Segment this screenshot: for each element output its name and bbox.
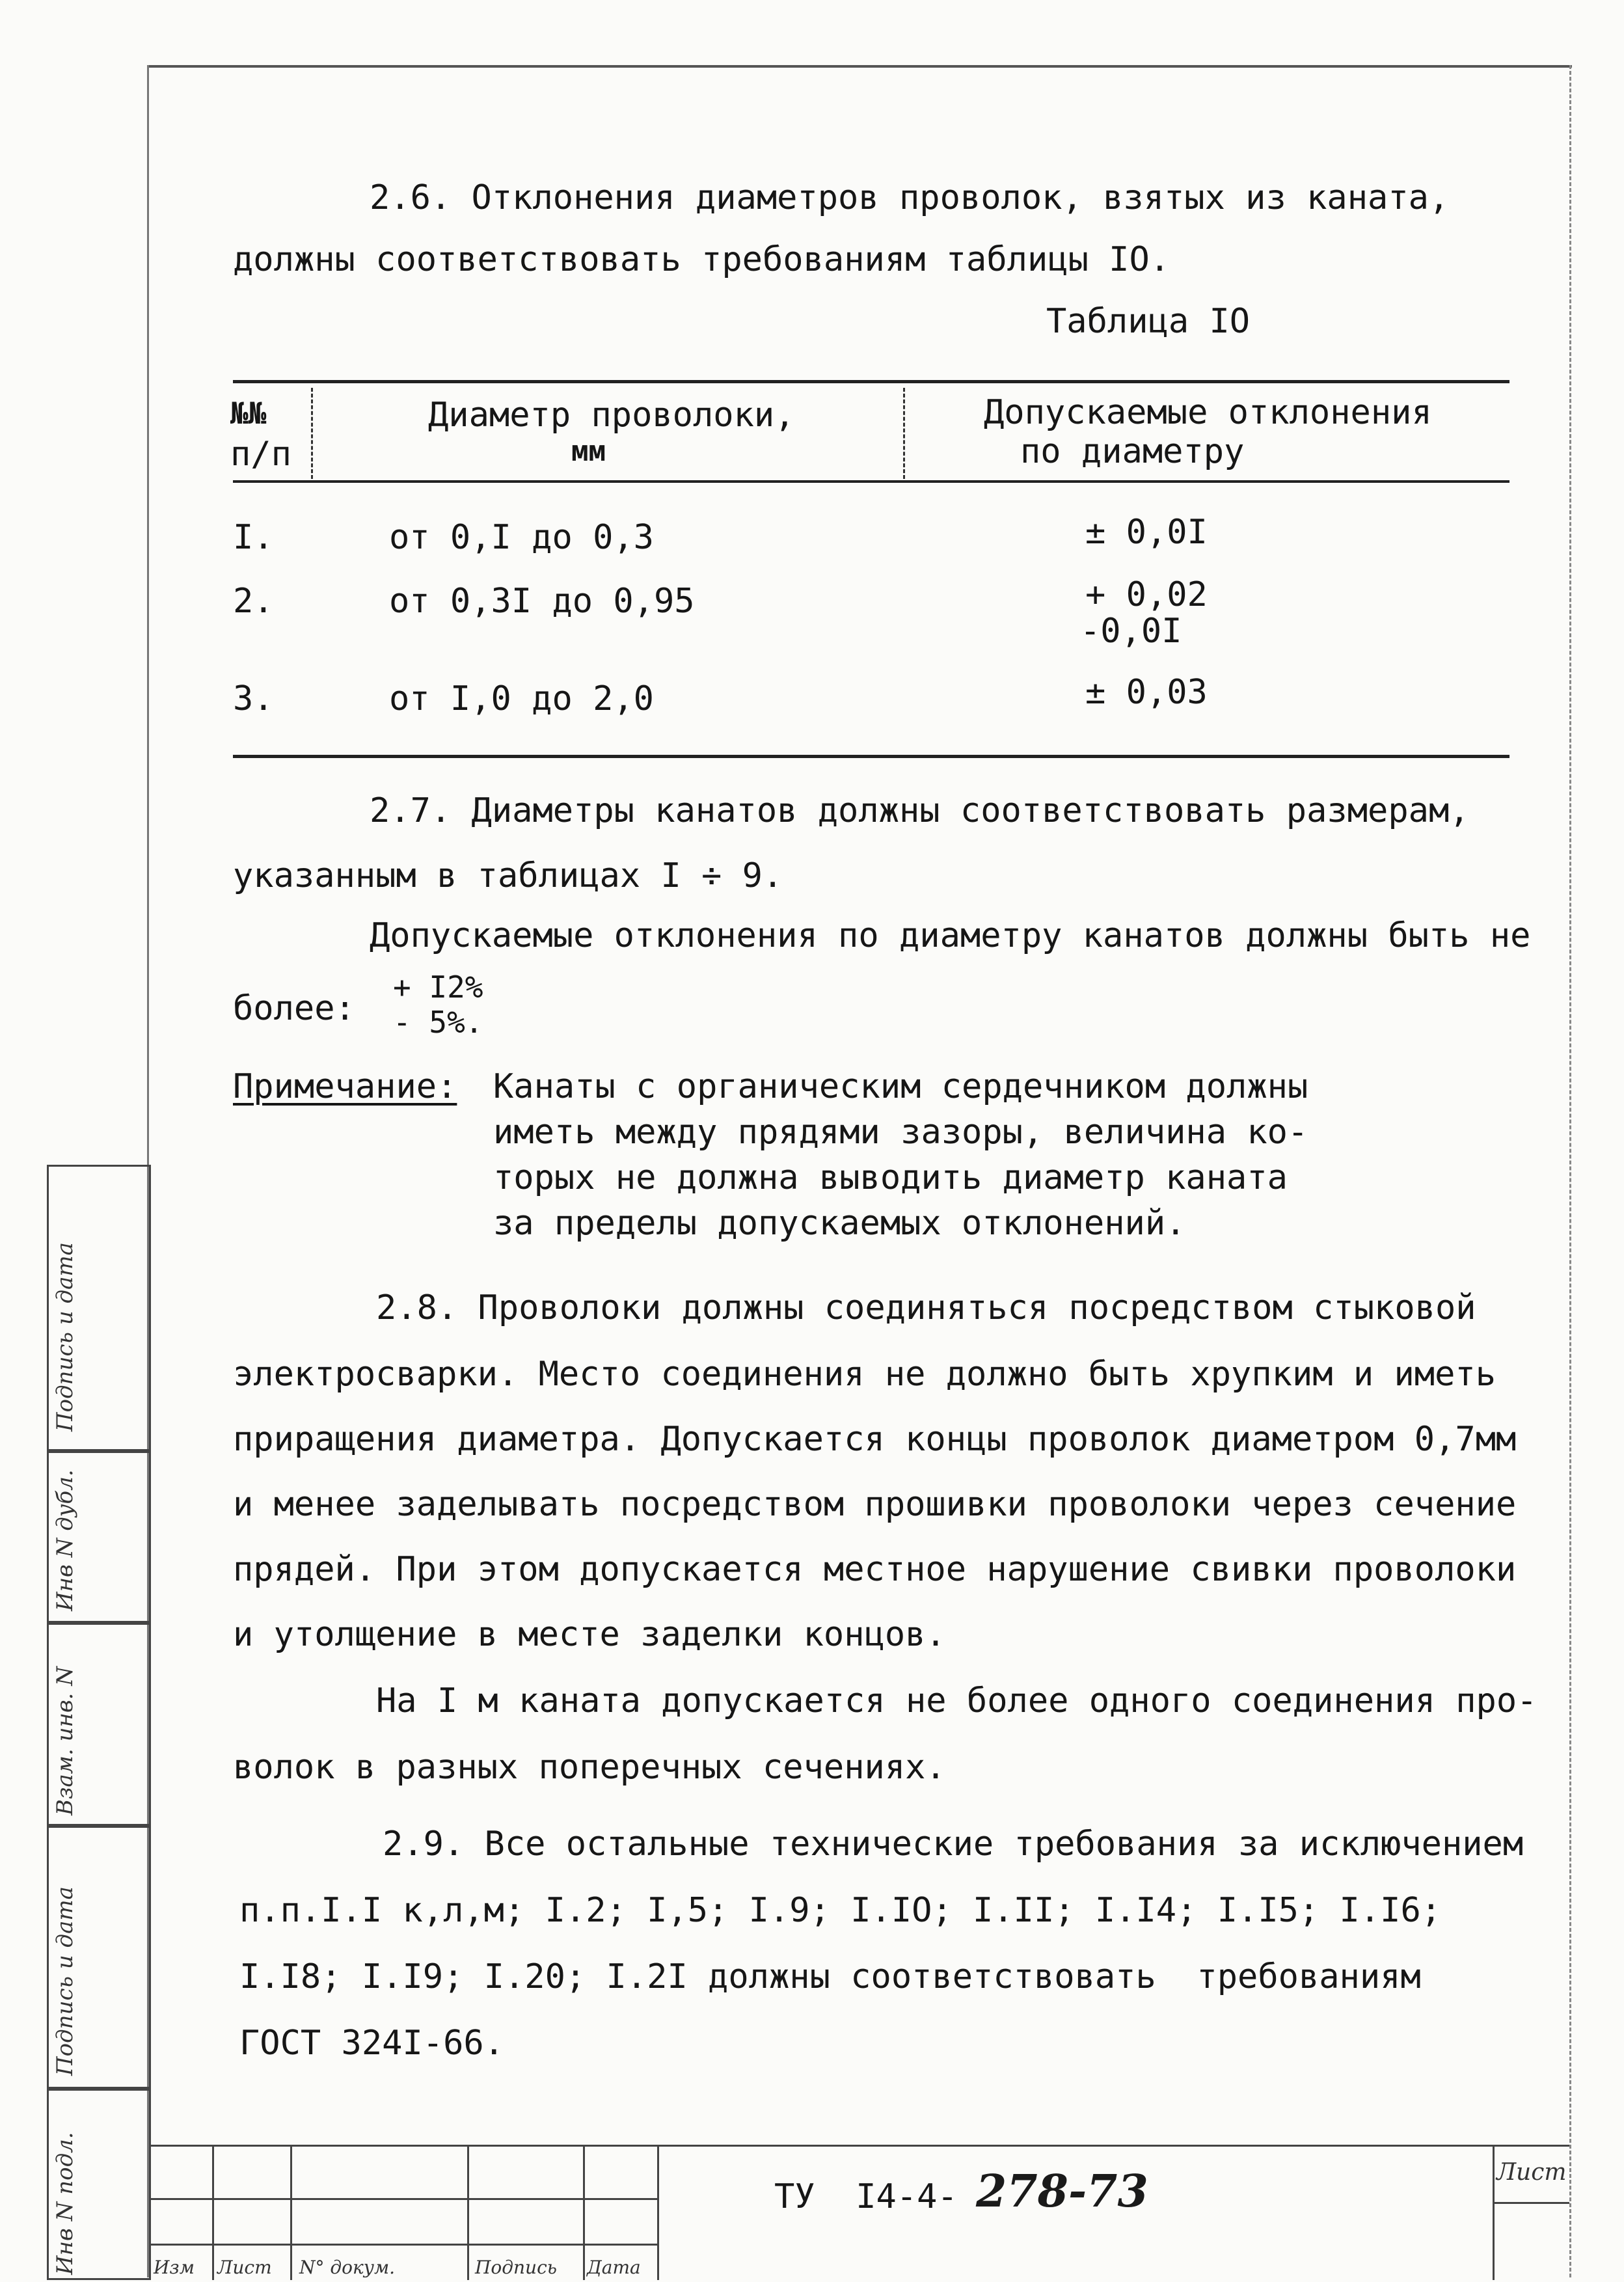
header-diameter-line1: Диаметр проволоки, — [428, 396, 795, 435]
title-block-row-line-2 — [151, 2244, 658, 2246]
title-block-top-line — [151, 2145, 1569, 2147]
row-2-num: 2. — [233, 582, 274, 621]
header-deviation-line2: по диаметру — [1020, 432, 1245, 471]
title-block-row-line-1 — [151, 2198, 658, 2200]
table-header-rule — [233, 480, 1509, 483]
note-line-4: за пределы допускаемых отклонений. — [493, 1204, 1186, 1243]
title-block-col-5 — [657, 2145, 659, 2280]
document-code-printed: ТУ I4-4- — [774, 2177, 958, 2216]
row-3-diameter: от I,0 до 2,0 — [389, 679, 654, 718]
table-col-divider-2 — [903, 388, 905, 479]
row-3-num: 3. — [233, 679, 274, 718]
section-2-8-line3: приращения диаметра. Допускается концы проволок диаметром 0,7мм — [233, 1420, 1517, 1459]
margin-label-replacement-inv: Взам. инв. N — [52, 1666, 78, 1815]
row-1-diameter: от 0,I до 0,3 — [389, 518, 654, 557]
document-code-handwritten: 278-73 — [976, 2166, 1148, 2218]
header-deviation-line1: Допускаемые отклонения — [984, 393, 1432, 432]
note-label: Примечание: — [233, 1067, 457, 1106]
note-line-3: торых не должна выводить диаметр каната — [493, 1158, 1288, 1197]
row-1-deviation: ± 0,0I — [1085, 513, 1208, 552]
title-block-col-1 — [212, 2145, 214, 2280]
sheet-label: Лист — [1496, 2159, 1567, 2186]
title-block-col-izm: Изм — [154, 2257, 195, 2278]
section-2-8-line4: и менее заделывать посредством прошивки проволоки через сечение — [233, 1485, 1517, 1524]
page-frame-right — [1569, 65, 1571, 2277]
tolerance-plus: + I2% — [393, 970, 483, 1005]
section-2-9-line3: I.I8; I.I9; I.20; I.2I должны соответствовать требованиям — [239, 1957, 1421, 1996]
page-frame-top — [148, 65, 1572, 68]
title-block-col-list: Лист — [217, 2257, 272, 2278]
section-2-8-line5: прядей. При этом допускается местное нарушение свивки проволоки — [233, 1550, 1517, 1589]
section-2-7-line3: Допускаемые отклонения по диаметру канатов должны быть не — [370, 916, 1531, 955]
section-2-7-line1: 2.7. Диаметры канатов должны соответствовать размерам, — [370, 791, 1470, 830]
section-2-8-line2: электросварки. Место соединения не должно быть хрупким и иметь — [233, 1355, 1496, 1394]
margin-label-original-inv: Инв N подл. — [52, 2132, 78, 2275]
header-num-line1: №№ — [230, 396, 267, 431]
table-top-rule — [233, 380, 1509, 383]
row-3-deviation: ± 0,03 — [1085, 673, 1208, 712]
header-num-line2: п/п — [230, 435, 291, 474]
section-2-8-line6: и утолщение в месте заделки концов. — [233, 1615, 946, 1654]
title-block-col-sign: Подпись — [475, 2257, 558, 2278]
section-2-6-line2: должны соответствовать требованиям таблицы IO. — [233, 240, 1171, 279]
row-2-deviation-plus: + 0,02 — [1085, 575, 1208, 614]
section-2-8-line1: 2.8. Проволоки должны соединяться посредством стыковой — [376, 1288, 1476, 1327]
header-diameter-unit: мм — [571, 435, 606, 468]
note-line-2: иметь между прядями зазоры, величина ко- — [493, 1113, 1308, 1152]
sheet-cell-divider — [1494, 2202, 1569, 2204]
section-2-8-line7: На I м каната допускается не более одного соединения про- — [376, 1681, 1537, 1720]
title-block-col-doc: N° докум. — [299, 2257, 396, 2278]
title-block-col-4 — [583, 2145, 585, 2280]
margin-label-signature-date-2: Подпись и дата — [52, 1886, 78, 2076]
section-2-9-line4: ГОСТ 324I-66. — [239, 2024, 504, 2063]
section-2-8-line8: волок в разных поперечных сечениях. — [233, 1748, 946, 1787]
title-block-col-6 — [1493, 2145, 1495, 2280]
section-2-6-line1: 2.6. Отклонения диаметров проволок, взятых из каната, — [370, 178, 1450, 217]
section-2-7-line2: указанным в таблицах I ÷ 9. — [233, 856, 783, 895]
title-block-col-2 — [290, 2145, 292, 2280]
table-col-divider-1 — [311, 388, 313, 479]
section-2-9-line2: п.п.I.I к,л,м; I.2; I,5; I.9; I.IO; I.II; I.I4; I.I5; I.I6; — [239, 1891, 1442, 1930]
title-block-col-3 — [467, 2145, 469, 2280]
tolerance-prefix: более: — [233, 989, 355, 1028]
row-2-diameter: от 0,3I до 0,95 — [389, 582, 695, 621]
row-1-num: I. — [233, 518, 274, 557]
margin-label-signature-date-1: Подпись и дата — [52, 1242, 78, 1432]
title-block-col-date: Дата — [587, 2257, 641, 2278]
note-line-1: Канаты с органическим сердечником должны — [493, 1067, 1308, 1106]
margin-label-dup-inv: Инв N дубл. — [52, 1469, 78, 1611]
table-caption: Таблица IO — [1046, 302, 1251, 341]
table-bottom-rule — [233, 755, 1509, 758]
section-2-9-line1: 2.9. Все остальные технические требования за исключением — [383, 1825, 1524, 1864]
tolerance-minus: - 5%. — [393, 1005, 483, 1040]
row-2-deviation-minus: -0,0I — [1080, 612, 1182, 651]
